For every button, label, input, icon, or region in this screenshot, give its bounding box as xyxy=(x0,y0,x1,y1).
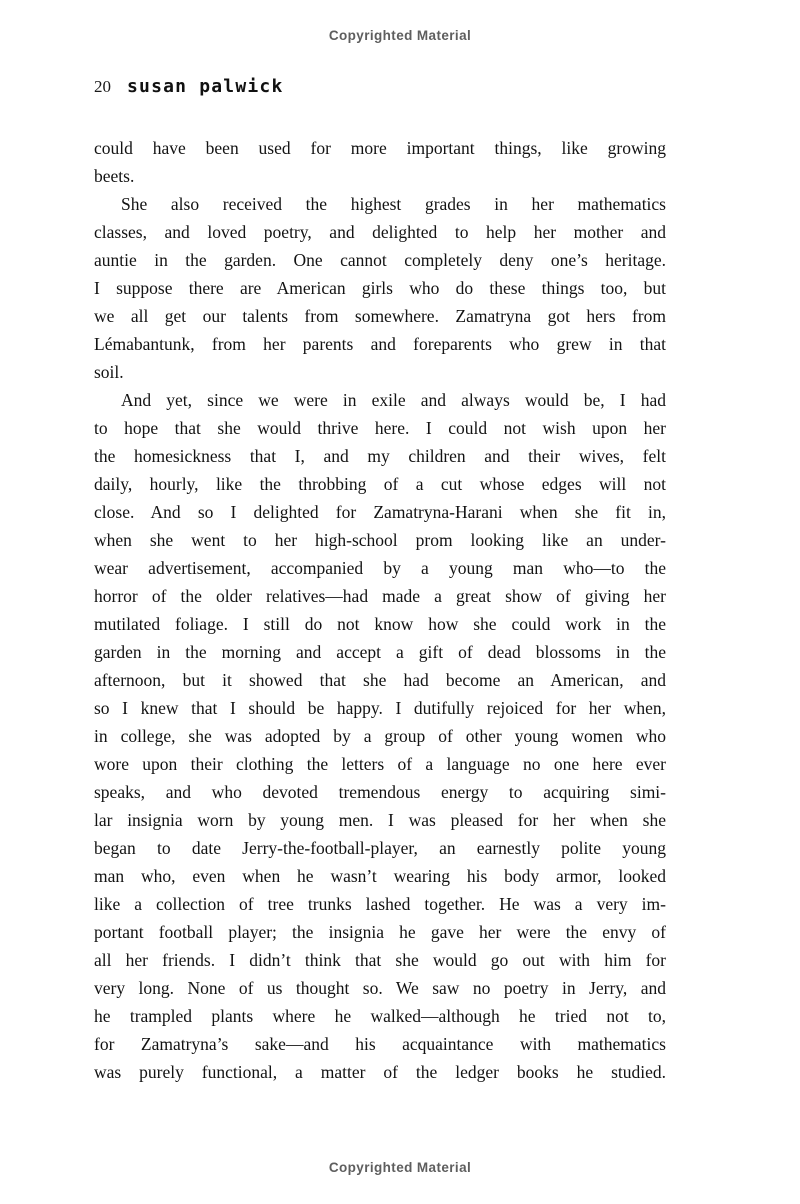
text-line: in college, she was adopted by a group of other young women who xyxy=(94,726,666,746)
text-line: soil. xyxy=(94,362,124,382)
text-line: was purely functional, a matter of the ledger books he studied. xyxy=(94,1062,666,1082)
text-line: when she went to her high-school prom looking like an under- xyxy=(94,530,666,550)
text-line: garden in the morning and accept a gift of dead blossoms in the xyxy=(94,642,666,662)
text-line: wear advertisement, accompanied by a young man who—to the xyxy=(94,558,666,578)
text-line: auntie in the garden. One cannot completely deny one’s heritage. xyxy=(94,250,666,270)
text-line: beets. xyxy=(94,166,135,186)
watermark-top: Copyrighted Material xyxy=(328,28,472,43)
text-line: mutilated foliage. I still do not know how she could work in the xyxy=(94,614,666,634)
text-line: like a collection of tree trunks lashed together. He was a very im- xyxy=(94,894,666,914)
text-line: And yet, since we were in exile and always would be, I had xyxy=(121,390,666,410)
text-line: the homesickness that I, and my children and their wives, felt xyxy=(94,446,666,466)
text-line: I suppose there are American girls who do these things too, but xyxy=(94,278,666,298)
text-line: close. And so I delighted for Zamatryna-Harani when she fit in, xyxy=(94,502,666,522)
text-line: She also received the highest grades in her mathematics xyxy=(121,194,666,214)
text-line: for Zamatryna’s sake—and his acquaintance with mathematics xyxy=(94,1034,666,1054)
text-line: so I knew that I should be happy. I dutifully rejoiced for her when, xyxy=(94,698,666,718)
text-line: classes, and loved poetry, and delighted to help her mother and xyxy=(94,222,666,242)
text-line: very long. None of us thought so. We saw no poetry in Jerry, and xyxy=(94,978,666,998)
text-line: afternoon, but it showed that she had become an American, and xyxy=(94,670,666,690)
paragraph xyxy=(94,134,666,190)
text-line: speaks, and who devoted tremendous energy to acquiring simi- xyxy=(94,782,666,802)
text-line: began to date Jerry-the-football-player, an earnestly polite young xyxy=(94,838,666,858)
text-line: all her friends. I didn’t think that she would go out with him for xyxy=(94,950,666,970)
text-line: he trampled plants where he walked—although he tried not to, xyxy=(94,1006,666,1026)
watermark-bottom: Copyrighted Material xyxy=(328,1160,472,1175)
page-header xyxy=(94,76,283,97)
text-line: portant football player; the insignia he gave her were the envy of xyxy=(94,922,666,942)
paragraph xyxy=(94,386,666,1086)
text-line: to hope that she would thrive here. I could not wish upon her xyxy=(94,418,666,438)
page-number: 20 xyxy=(94,77,111,96)
body-text xyxy=(94,134,666,1086)
author-name: susan palwick xyxy=(127,76,284,97)
paragraph xyxy=(94,190,666,386)
text-line: man who, even when he wasn’t wearing his body armor, looked xyxy=(94,866,666,886)
text-line: could have been used for more important things, like growing xyxy=(94,138,666,158)
text-line: we all get our talents from somewhere. Zamatryna got hers from xyxy=(94,306,666,326)
text-line: wore upon their clothing the letters of a language no one here ever xyxy=(94,754,666,774)
text-line: daily, hourly, like the throbbing of a cut whose edges will not xyxy=(94,474,666,494)
text-line: Lémabantunk, from her parents and foreparents who grew in that xyxy=(94,334,666,354)
text-line: horror of the older relatives—had made a great show of giving her xyxy=(94,586,666,606)
text-line: lar insignia worn by young men. I was pleased for her when she xyxy=(94,810,666,830)
